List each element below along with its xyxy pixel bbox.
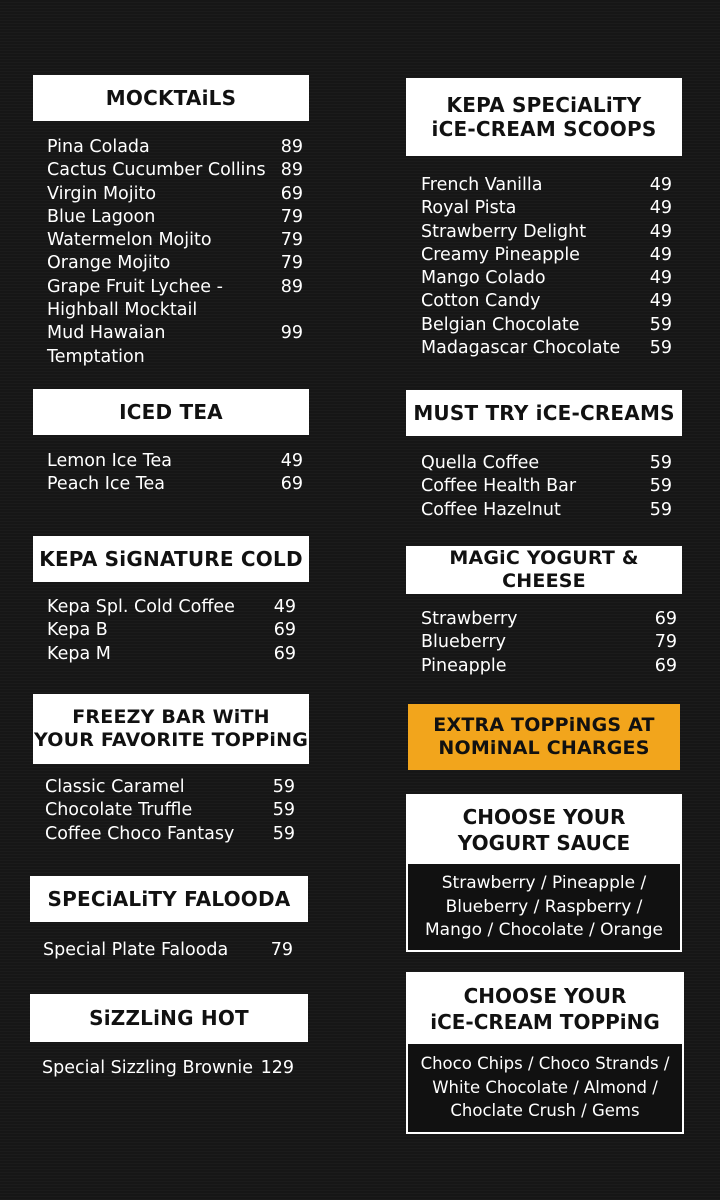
yogurt-title: MAGiC YOGURT & CHEESE (449, 547, 639, 592)
item-price: 49 (649, 268, 672, 289)
list-item (421, 244, 672, 267)
ice-cream-topping-title-line1: CHOOSE YOUR (463, 984, 627, 1008)
falooda-header (30, 876, 308, 922)
freezy-bar-title-line1: FREEZY BAR WiTH (72, 706, 270, 729)
item-name: Coffee Health Bar (421, 476, 577, 497)
scoops-title-line2: iCE-CREAM SCOOPS (431, 117, 657, 141)
item-price: 69 (280, 183, 303, 204)
item-price: 79 (280, 253, 303, 274)
item-name: Virgin Mojito (47, 183, 157, 204)
item-name: Highball Mocktail (47, 300, 198, 321)
item-name: Temptation (47, 346, 145, 367)
yogurt-sauce-options (408, 864, 680, 949)
yogurt-sauce-line1: Strawberry / Pineapple / (441, 873, 647, 893)
list-item (421, 174, 672, 197)
yogurt-sauce-title-line1: CHOOSE YOUR (462, 805, 626, 829)
item-name: Mango Colado (421, 268, 546, 289)
yogurt-sauce-box (406, 794, 682, 952)
ice-cream-topping-line2: White Chocolate / Almond / (432, 1077, 658, 1097)
item-price: 79 (270, 940, 293, 960)
yogurt-sauce-line2: Blueberry / Raspberry / (445, 896, 643, 917)
list-item (47, 346, 303, 369)
list-item (47, 252, 303, 275)
list-item (45, 799, 295, 822)
item-name: Blueberry (421, 632, 507, 653)
list-item (47, 276, 303, 299)
ice-cream-topping-header (408, 974, 682, 1044)
item-price: 49 (649, 175, 672, 195)
iced-tea-title: ICED TEA (119, 400, 223, 424)
sizzling-title: SiZZLiNG HOT (89, 1006, 249, 1030)
extra-toppings-line2: NOMiNAL CHARGES (438, 737, 650, 759)
item-name: Pineapple (421, 655, 507, 676)
item-name: Coffee Hazelnut (421, 499, 561, 520)
mocktails-header (33, 75, 309, 121)
list-item (421, 452, 672, 475)
list-item (47, 473, 303, 496)
yogurt-sauce-header (408, 796, 680, 864)
scoops-list (421, 174, 672, 360)
yogurt-header (406, 546, 682, 594)
list-item (47, 299, 303, 322)
iced-tea-header (33, 389, 309, 435)
item-name: Classic Caramel (45, 777, 185, 797)
list-item (421, 655, 677, 678)
item-name: Cotton Candy (421, 291, 541, 312)
scoops-title-line1: KEPA SPECiALiTY (446, 93, 642, 117)
sizzling-header (30, 994, 308, 1042)
list-item (421, 337, 672, 360)
list-item (421, 499, 672, 522)
item-name: Lemon Ice Tea (47, 451, 172, 471)
item-name: Strawberry Delight (421, 221, 587, 242)
yogurt-sauce-line3: Mango / Chocolate / Orange (425, 920, 663, 940)
item-price: 79 (280, 230, 303, 251)
mocktails-title: MOCKTAiLS (105, 86, 237, 110)
ice-cream-topping-box (406, 972, 684, 1134)
freezy-bar-title-line2: YOUR FAVORITE TOPPiNG (33, 729, 309, 751)
item-price: 49 (649, 221, 672, 242)
list-item (47, 596, 296, 619)
item-name: Special Plate Falooda (43, 940, 229, 960)
signature-cold-title: KEPA SiGNATURE COLD (39, 547, 303, 571)
item-name: Grape Fruit Lychee - (47, 276, 223, 297)
list-item (47, 643, 296, 666)
list-item (47, 206, 303, 229)
item-price: 69 (273, 643, 296, 664)
item-price: 99 (280, 323, 303, 344)
item-price: 69 (654, 655, 677, 676)
list-item (421, 290, 672, 313)
item-name: Belgian Chocolate (421, 314, 580, 335)
ice-cream-topping-line1: Choco Chips / Choco Strands / (420, 1054, 670, 1073)
list-item (45, 776, 295, 799)
list-item (47, 159, 303, 182)
item-price: 49 (649, 198, 672, 219)
extra-toppings-banner (408, 704, 680, 770)
item-price: 79 (280, 206, 303, 227)
item-price: 59 (272, 800, 295, 821)
item-name: Creamy Pineapple (421, 244, 580, 265)
item-price: 59 (649, 453, 672, 473)
scoops-header (406, 78, 682, 156)
ice-cream-topping-title-line2: iCE-CREAM TOPPiNG (430, 1010, 660, 1034)
item-price: 49 (649, 244, 672, 265)
yogurt-sauce-title-line2: YOGURT SAUCE (457, 831, 631, 855)
item-name: French Vanilla (421, 175, 543, 195)
item-name: Orange Mojito (47, 253, 171, 274)
item-price: 89 (280, 276, 303, 297)
item-price: 59 (272, 823, 295, 844)
item-name: Kepa M (47, 643, 111, 664)
list-item (421, 608, 677, 631)
item-name: Pina Colada (47, 137, 150, 157)
item-name: Watermelon Mojito (47, 230, 212, 251)
item-name: Special Sizzling Brownie (42, 1058, 253, 1078)
item-name: Madagascar Chocolate (421, 338, 621, 359)
list-item (421, 221, 672, 244)
list-item (421, 475, 672, 498)
item-price: 59 (649, 314, 672, 335)
item-name: Blue Lagoon (47, 206, 156, 227)
list-item (47, 450, 303, 473)
must-try-header (406, 390, 682, 436)
freezy-bar-header (33, 694, 309, 764)
list-item (421, 631, 677, 654)
item-name: Kepa B (47, 620, 108, 641)
item-price: 59 (649, 338, 672, 359)
item-name: Kepa Spl. Cold Coffee (47, 597, 235, 617)
mocktails-list (47, 136, 303, 369)
falooda-list (43, 939, 293, 962)
item-price: 59 (649, 499, 672, 520)
item-name: Mud Hawaian (47, 323, 166, 344)
item-price: 49 (273, 597, 296, 617)
item-price: 69 (654, 609, 677, 629)
item-price: 89 (280, 160, 303, 181)
ice-cream-topping-options (408, 1044, 682, 1129)
item-name: Coffee Choco Fantasy (45, 823, 235, 844)
list-item (47, 229, 303, 252)
item-name: Chocolate Truffle (45, 800, 193, 821)
iced-tea-list (47, 450, 303, 497)
list-item (47, 136, 303, 159)
item-price: 129 (260, 1058, 294, 1078)
list-item (47, 322, 303, 345)
item-name: Peach Ice Tea (47, 474, 166, 495)
item-price: 59 (272, 777, 295, 797)
item-price: 79 (654, 632, 677, 653)
ice-cream-topping-line3: Choclate Crush / Gems (450, 1101, 640, 1120)
item-price: 59 (649, 476, 672, 497)
list-item (421, 314, 672, 337)
item-price: 49 (649, 291, 672, 312)
item-name: Quella Coffee (421, 453, 540, 473)
yogurt-list (421, 608, 677, 678)
item-price: 69 (273, 620, 296, 641)
list-item (421, 197, 672, 220)
item-name: Cactus Cucumber Collins (47, 160, 266, 181)
falooda-title: SPECiALiTY FALOODA (47, 887, 291, 911)
list-item (47, 619, 296, 642)
list-item (47, 183, 303, 206)
list-item (45, 823, 295, 846)
item-name: Strawberry (421, 609, 518, 629)
extra-toppings-line1: EXTRA TOPPiNGS AT (433, 714, 655, 737)
freezy-bar-list (45, 776, 295, 846)
item-price: 49 (280, 451, 303, 471)
list-item (42, 1057, 294, 1080)
must-try-title: MUST TRY iCE-CREAMS (413, 401, 675, 425)
item-price: 69 (280, 474, 303, 495)
signature-cold-header (33, 536, 309, 582)
must-try-list (421, 452, 672, 522)
list-item (43, 939, 293, 962)
sizzling-list (42, 1057, 294, 1080)
item-price: 89 (280, 137, 303, 157)
signature-cold-list (47, 596, 296, 666)
item-name: Royal Pista (421, 198, 517, 219)
list-item (421, 267, 672, 290)
